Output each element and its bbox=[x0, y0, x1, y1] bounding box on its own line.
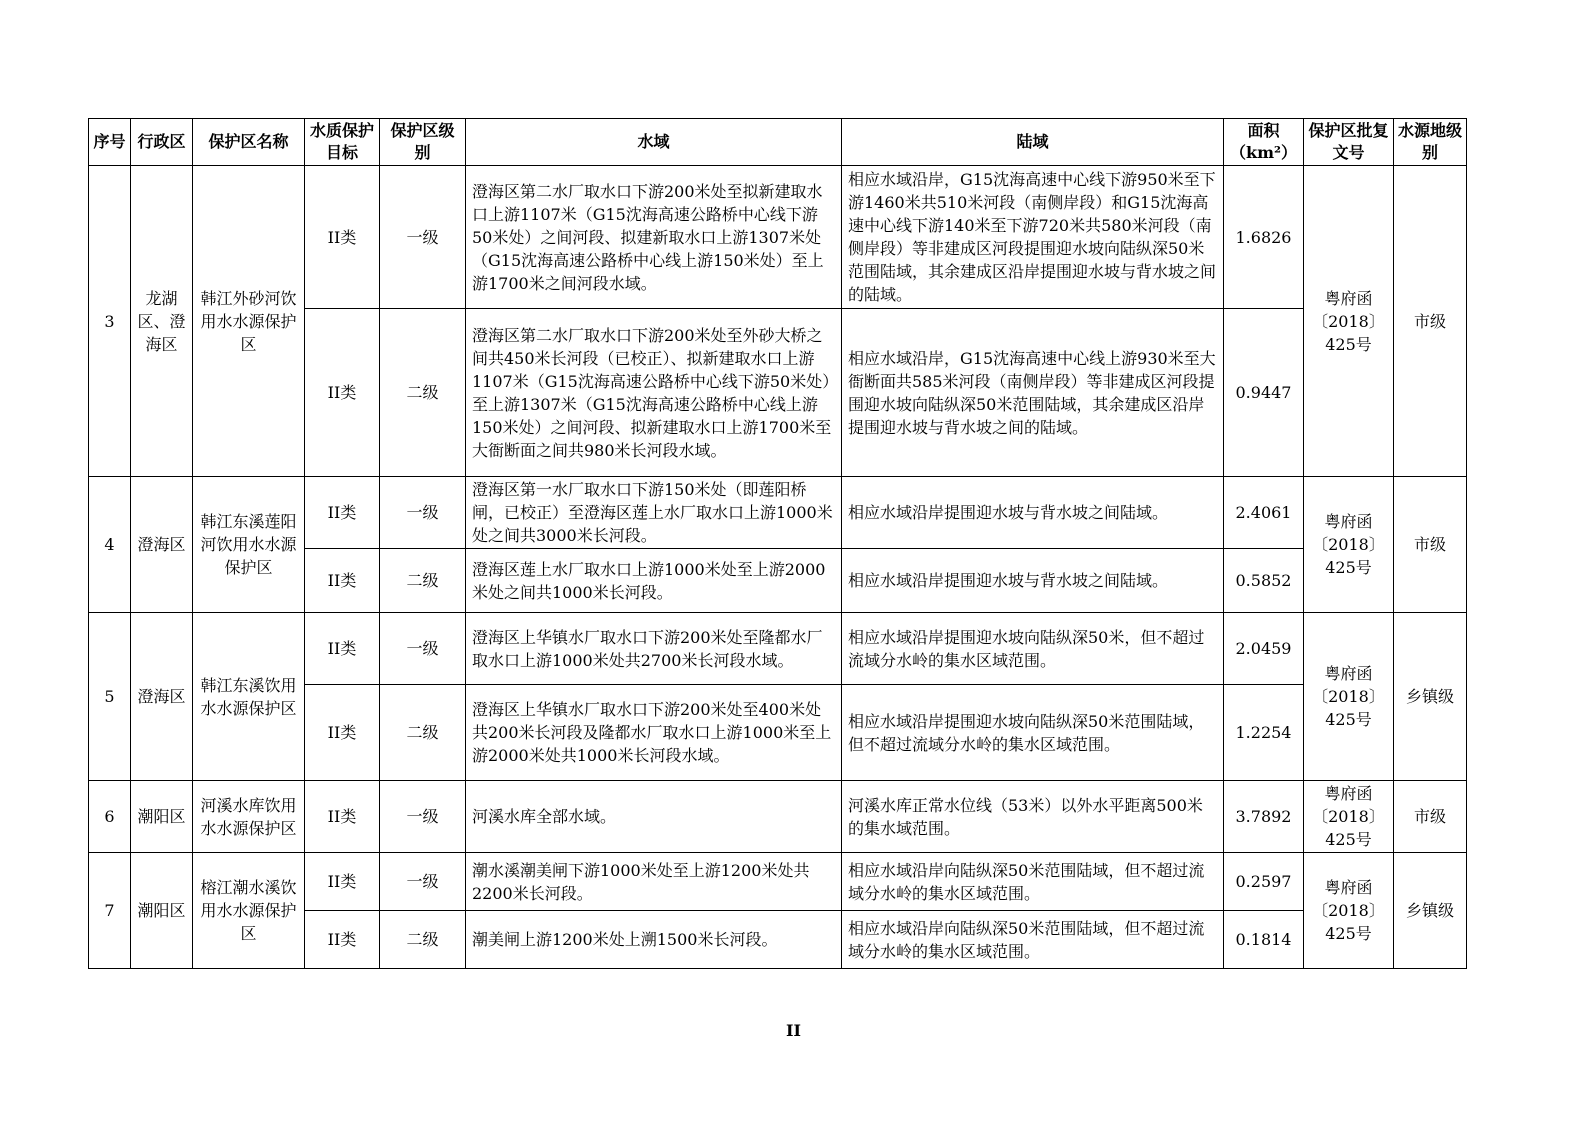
cell-approval: 粤府函〔2018〕425号 bbox=[1304, 853, 1394, 969]
header-district: 行政区 bbox=[131, 119, 193, 166]
cell-land: 相应水域沿岸提围迎水坡与背水坡之间陆域。 bbox=[842, 549, 1224, 613]
cell-water: 河溪水库全部水域。 bbox=[466, 781, 842, 853]
header-target: 水质保护目标 bbox=[305, 119, 380, 166]
cell-level: 一级 bbox=[380, 613, 466, 685]
header-area: 面积（km²） bbox=[1224, 119, 1304, 166]
cell-land: 相应水域沿岸，G15沈海高速中心线上游930米至大衙断面共585米河段（南侧岸段）等非建成区河段提围迎水坡向陆纵深50米范围陆域，其余建成区沿岸提围迎水坡与背水坡之间的陆域。 bbox=[842, 309, 1224, 477]
cell-approval: 粤府函〔2018〕425号 bbox=[1304, 613, 1394, 781]
cell-water: 澄海区上华镇水厂取水口下游200米处至隆都水厂取水口上游1000米处共2700米长河段水域。 bbox=[466, 613, 842, 685]
cell-source-level: 乡镇级 bbox=[1394, 853, 1467, 969]
page-number: II bbox=[786, 1021, 801, 1040]
cell-area: 0.9447 bbox=[1224, 309, 1304, 477]
cell-area: 0.2597 bbox=[1224, 853, 1304, 911]
cell-land: 河溪水库正常水位线（53米）以外水平距离500米的集水域范围。 bbox=[842, 781, 1224, 853]
cell-zone-name: 韩江东溪莲阳河饮用水水源保护区 bbox=[193, 477, 305, 613]
cell-target: II类 bbox=[305, 911, 380, 969]
table-row bbox=[89, 613, 1467, 685]
cell-target: II类 bbox=[305, 781, 380, 853]
table-body bbox=[89, 166, 1467, 969]
cell-water: 潮水溪潮美闸下游1000米处至上游1200米处共2200米长河段。 bbox=[466, 853, 842, 911]
cell-approval: 粤府函〔2018〕425号 bbox=[1304, 166, 1394, 477]
cell-level: 一级 bbox=[380, 477, 466, 549]
cell-target: II类 bbox=[305, 853, 380, 911]
cell-seq: 6 bbox=[89, 781, 131, 853]
cell-area: 2.0459 bbox=[1224, 613, 1304, 685]
cell-zone-name: 榕江潮水溪饮用水水源保护区 bbox=[193, 853, 305, 969]
cell-land: 相应水域沿岸提围迎水坡向陆纵深50米范围陆域，但不超过流域分水岭的集水区域范围。 bbox=[842, 685, 1224, 781]
cell-approval: 粤府函〔2018〕425号 bbox=[1304, 477, 1394, 613]
cell-target: II类 bbox=[305, 477, 380, 549]
cell-district: 潮阳区 bbox=[131, 781, 193, 853]
cell-land: 相应水域沿岸向陆纵深50米范围陆域，但不超过流域分水岭的集水区域范围。 bbox=[842, 911, 1224, 969]
cell-target: II类 bbox=[305, 309, 380, 477]
cell-source-level: 市级 bbox=[1394, 781, 1467, 853]
cell-zone-name: 韩江东溪饮用水水源保护区 bbox=[193, 613, 305, 781]
cell-district: 澄海区 bbox=[131, 613, 193, 781]
table-row bbox=[89, 166, 1467, 309]
protection-zone-table bbox=[88, 118, 1467, 969]
cell-zone-name: 河溪水库饮用水水源保护区 bbox=[193, 781, 305, 853]
cell-water: 澄海区第一水厂取水口下游150米处（即莲阳桥闸，已校正）至澄海区莲上水厂取水口上游1000米处之间共3000米长河段。 bbox=[466, 477, 842, 549]
cell-area: 0.5852 bbox=[1224, 549, 1304, 613]
cell-area: 3.7892 bbox=[1224, 781, 1304, 853]
cell-level: 一级 bbox=[380, 166, 466, 309]
cell-area: 2.4061 bbox=[1224, 477, 1304, 549]
cell-source-level: 市级 bbox=[1394, 477, 1467, 613]
cell-level: 一级 bbox=[380, 853, 466, 911]
cell-target: II类 bbox=[305, 685, 380, 781]
cell-district: 潮阳区 bbox=[131, 853, 193, 969]
cell-source-level: 市级 bbox=[1394, 166, 1467, 477]
cell-level: 二级 bbox=[380, 911, 466, 969]
cell-land: 相应水域沿岸提围迎水坡与背水坡之间陆域。 bbox=[842, 477, 1224, 549]
cell-target: II类 bbox=[305, 613, 380, 685]
header-land: 陆域 bbox=[842, 119, 1224, 166]
header-water: 水域 bbox=[466, 119, 842, 166]
cell-water: 澄海区上华镇水厂取水口下游200米处至400米处共200米长河段及隆都水厂取水口上游1000米至上游2000米处共1000米长河段水域。 bbox=[466, 685, 842, 781]
cell-water: 潮美闸上游1200米处上溯1500米长河段。 bbox=[466, 911, 842, 969]
cell-source-level: 乡镇级 bbox=[1394, 613, 1467, 781]
header-level: 保护区级别 bbox=[380, 119, 466, 166]
table-row bbox=[89, 853, 1467, 911]
cell-level: 一级 bbox=[380, 781, 466, 853]
header-source-level: 水源地级别 bbox=[1394, 119, 1467, 166]
table-header bbox=[89, 119, 1467, 166]
cell-level: 二级 bbox=[380, 685, 466, 781]
cell-land: 相应水域沿岸向陆纵深50米范围陆域，但不超过流域分水岭的集水区域范围。 bbox=[842, 853, 1224, 911]
cell-area: 0.1814 bbox=[1224, 911, 1304, 969]
cell-land: 相应水域沿岸提围迎水坡向陆纵深50米，但不超过流域分水岭的集水区域范围。 bbox=[842, 613, 1224, 685]
cell-water: 澄海区第二水厂取水口下游200米处至拟新建取水口上游1107米（G15沈海高速公路桥中心线下游50米处）之间河段、拟建新取水口上游1307米处（G15沈海高速公路桥中心线上游150米处）至上游1700米之间河段水域。 bbox=[466, 166, 842, 309]
cell-water: 澄海区第二水厂取水口下游200米处至外砂大桥之间共450米长河段（已校正）、拟新建取水口上游1107米（G15沈海高速公路桥中心线下游50米处）至上游1307米（G15沈海高速公路桥中心线上游150米处）之间河段、拟新建取水口上游1700米至大衙断面之间共980米长河段水域。 bbox=[466, 309, 842, 477]
cell-water: 澄海区莲上水厂取水口上游1000米处至上游2000米处之间共1000米长河段。 bbox=[466, 549, 842, 613]
cell-seq: 4 bbox=[89, 477, 131, 613]
header-approval: 保护区批复文号 bbox=[1304, 119, 1394, 166]
cell-seq: 7 bbox=[89, 853, 131, 969]
cell-target: II类 bbox=[305, 549, 380, 613]
header-name: 保护区名称 bbox=[193, 119, 305, 166]
cell-seq: 5 bbox=[89, 613, 131, 781]
header-row bbox=[89, 119, 1467, 166]
cell-district: 龙湖区、澄海区 bbox=[131, 166, 193, 477]
cell-district: 澄海区 bbox=[131, 477, 193, 613]
header-seq: 序号 bbox=[89, 119, 131, 166]
cell-area: 1.6826 bbox=[1224, 166, 1304, 309]
cell-approval: 粤府函〔2018〕425号 bbox=[1304, 781, 1394, 853]
table-row bbox=[89, 477, 1467, 549]
cell-level: 二级 bbox=[380, 309, 466, 477]
cell-target: II类 bbox=[305, 166, 380, 309]
cell-level: 二级 bbox=[380, 549, 466, 613]
cell-land: 相应水域沿岸，G15沈海高速中心线下游950米至下游1460米共510米河段（南侧岸段）和G15沈海高速中心线下游140米至下游720米共580米河段（南侧岸段）等非建成区河段提围迎水坡向陆纵深50米范围陆域，其余建成区沿岸提围迎水坡与背水坡之间的陆域。 bbox=[842, 166, 1224, 309]
cell-zone-name: 韩江外砂河饮用水水源保护区 bbox=[193, 166, 305, 477]
table-row bbox=[89, 781, 1467, 853]
cell-seq: 3 bbox=[89, 166, 131, 477]
cell-area: 1.2254 bbox=[1224, 685, 1304, 781]
